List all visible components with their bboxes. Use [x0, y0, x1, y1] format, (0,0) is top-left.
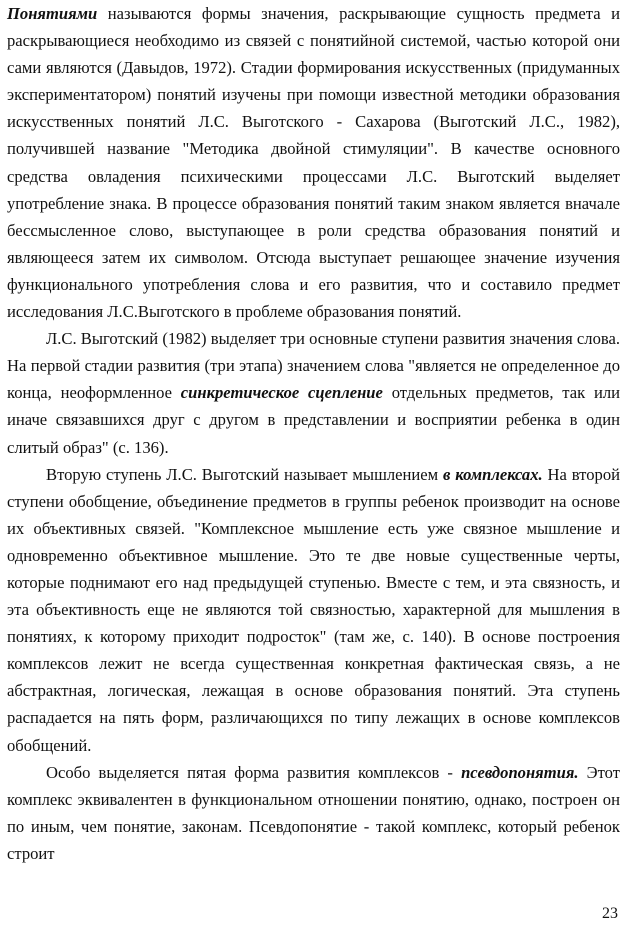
body-text	[7, 0, 620, 867]
paragraph-complex-thinking	[7, 461, 620, 759]
paragraph-three-stages	[7, 325, 620, 460]
paragraph-text: Этот комплекс эквивалентен в функциональном отношении понятию, однако, построен он по иным, чем понятие, законам. Псевдопонятие - такой комплекс, который ребенок строит	[7, 762, 620, 863]
document-page	[7, 0, 620, 930]
page-number: 23	[602, 905, 618, 922]
term-syncretic-coupling: синкретическое сцепление	[180, 383, 383, 403]
term-ponyatiyami: Понятиями	[7, 4, 98, 23]
paragraph-text: Л.С. Выготский (1982) выделяет три основные ступени развития значения слова. На первой стадии развития (три этапа) значением слова "является не определенное до конца, неоформленное	[7, 329, 620, 403]
paragraph-pseudoconcepts	[7, 759, 620, 867]
term-in-complexes: в комплексах.	[443, 464, 543, 484]
paragraph-text: называются формы значения, раскрывающие сущность предмета и раскрывающиеся необходимо из связей с понятийной системой, частью которой они сами являются (Давыдов, 1972). Стадии формирования искусственных (придуманных экспериментатором) понятий изучены при помощи известной методики образования искусственных понятий Л.С. Выготского - Сахарова (Выготский Л.С., 1982), получившей название "Методика двойной стимуляции". В качестве основного средства овладения психическими процессами Л.С. Выготский выделяет употребление знака. В процессе образования понятий таким знаком является вначале бессмысленное слово, выступающее в роли средства образования понятий и являющееся затем их символом. Отсюда выступает решающее значение изучения функционального употребления слова и его развития, что и составило предмет исследования Л.С.Выготского в проблеме образования понятий.	[7, 4, 620, 322]
paragraph-text: Вторую ступень Л.С. Выготский называет мышлением	[46, 464, 443, 484]
paragraph-text: Особо выделяется пятая форма развития комплексов -	[46, 762, 462, 782]
paragraph-text: На второй ступени обобщение, объединение предметов в группы ребенок производит на основе их объективных связей. "Комплексное мышление есть уже связное мышление и одновременно объективное мышление. Это те две новые существенные черты, которые поднимают его над предыдущей ступенью. Вместе с тем, и эта связность, и эта объективность еще не являются той связностью, характерной для мышления в понятиях, к которому приходит подросток" (там же, с. 140). В основе построения комплексов лежит не всегда существенная конкретная фактическая связь, а не абстрактная, логическая, лежащая в основе образования понятий. Эта ступень распадается на пять форм, различающихся по типу лежащих в основе комплексов обобщений.	[7, 464, 620, 755]
paragraph-text: отдельных предметов, так или иначе связавшихся друг с другом в представлении и восприятии ребенка в один слитый образ" (с. 136).	[7, 383, 620, 457]
term-pseudoconcepts: псевдопонятия.	[461, 762, 579, 782]
paragraph-concepts-definition	[7, 0, 620, 325]
